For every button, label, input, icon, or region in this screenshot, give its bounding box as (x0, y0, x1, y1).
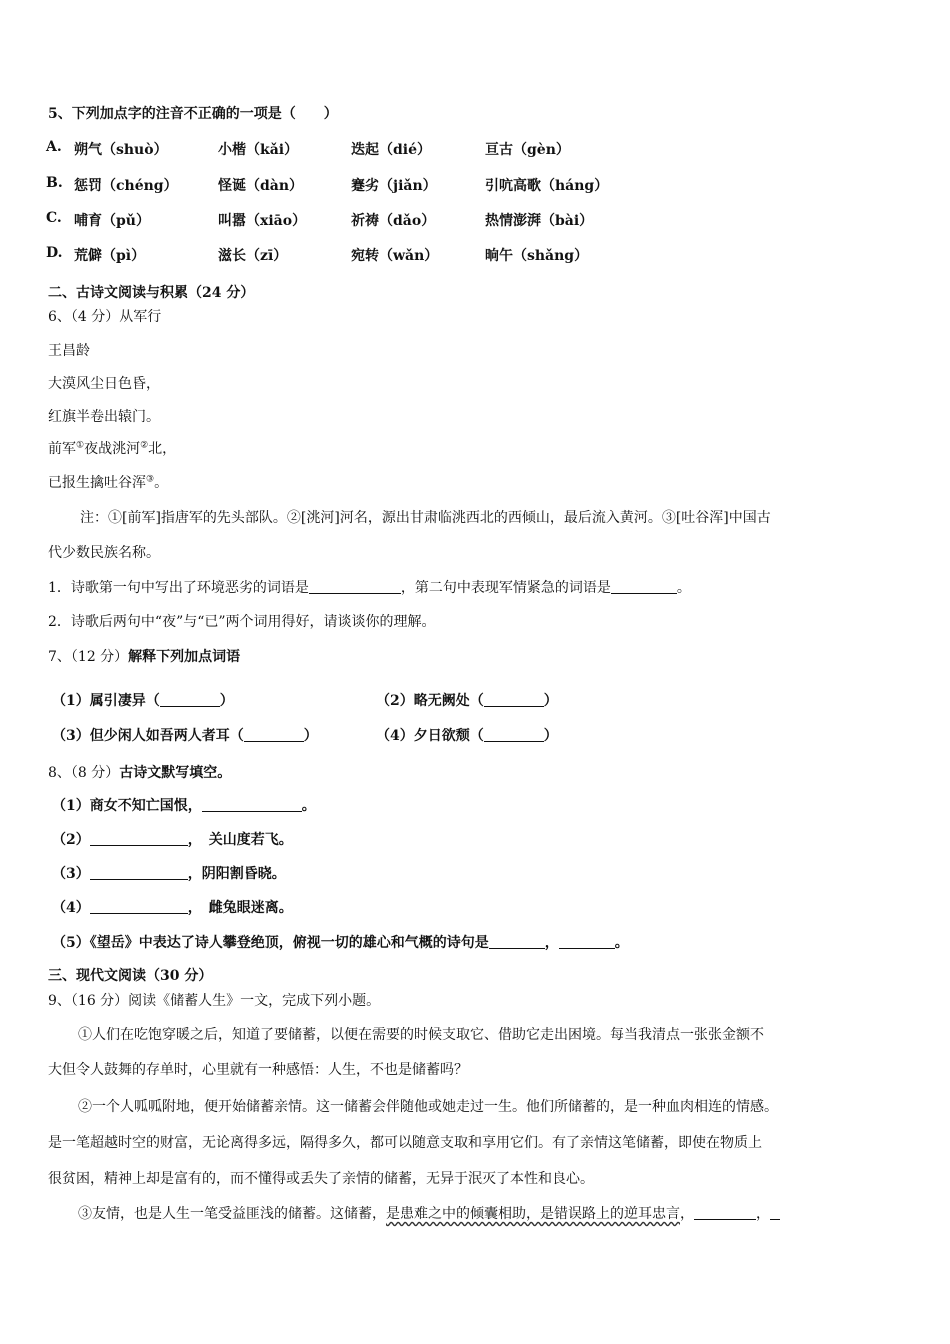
q5-option-a-item: 亘古（gèn） (485, 142, 570, 158)
answer-blank[interactable] (90, 899, 188, 914)
q5-option-a-item: 朔气（shuò） (74, 142, 168, 158)
q5-option-d-item: 荒僻（pì） (74, 248, 146, 264)
q5-option-d-item: 晌午（shǎng） (485, 248, 589, 264)
q5-option-b-item: 蹇劣（jiǎn） (351, 178, 437, 194)
answer-blank[interactable] (244, 727, 304, 742)
poem-line: 大漠风尘日色昏， (48, 376, 160, 392)
section-3-title: 三、现代文阅读（30 分） (48, 968, 213, 984)
q5-option-c-item: 叫嚣（xiāo） (218, 213, 307, 229)
q7-item: （2）略无阙处（ ） (376, 693, 558, 709)
section-2-title: 二、古诗文阅读与积累（24 分） (48, 285, 255, 301)
footnote-marker: ③ (146, 474, 155, 485)
q5-option-b-item: 引吭高歌（háng） (485, 178, 609, 194)
q8-line: （3） ，阴阳割昏晓。 (52, 866, 286, 882)
q5-option-b-letter: B. (46, 175, 63, 191)
answer-blank[interactable] (160, 692, 220, 707)
answer-blank[interactable] (770, 1205, 780, 1220)
q5-option-a-item: 迭起（dié） (351, 142, 432, 158)
q5-option-a-item: 小楷（kǎi） (218, 142, 299, 158)
wavy-underlined-text: 是患难之中的倾囊相助，是错误路上的逆耳忠言 (386, 1206, 680, 1222)
answer-blank[interactable] (694, 1205, 756, 1220)
answer-blank[interactable] (559, 934, 615, 949)
article-paragraph: 很贫困，精神上却是富有的，而不懂得或丢失了亲情的储蓄，无异于泯灭了本性和良心。 (48, 1171, 594, 1187)
poem-line: 红旗半卷出辕门。 (48, 409, 160, 425)
answer-blank[interactable] (484, 727, 544, 742)
answer-blank[interactable] (202, 797, 302, 812)
q5-option-d-letter: D. (46, 245, 63, 261)
answer-blank[interactable] (489, 934, 545, 949)
q5-option-c-item: 祈祷（dǎo） (351, 213, 436, 229)
q7-item: （4）夕日欲颓（ ） (376, 728, 558, 744)
article-paragraph: 大但令人鼓舞的存单时，心里就有一种感悟：人生，不也是储蓄吗？ (48, 1062, 468, 1078)
q5-option-c-item: 热情澎湃（bài） (485, 213, 594, 229)
footnote-marker: ① (76, 440, 85, 451)
q5-option-d-item: 宛转（wǎn） (351, 248, 439, 264)
q6-sub1: 1．诗歌第一句中写出了环境恶劣的词语是 ，第二句中表现军情紧急的词语是 。 (48, 580, 691, 596)
article-paragraph: ①人们在吃饱穿暖之后，知道了要储蓄，以便在需要的时候支取它、借助它走出困境。每当我清点一张张金额不 (78, 1027, 764, 1043)
q7-stem: 7、（12 分）解释下列加点词语 (48, 649, 241, 665)
q9-stem: 9、（16 分）阅读《储蓄人生》一文，完成下列小题。 (48, 993, 381, 1009)
q7-item: （3）但少闲人如吾两人者耳（ ） (52, 728, 318, 744)
q7-item: （1）属引凄异（ ） (52, 693, 234, 709)
answer-blank[interactable] (611, 579, 677, 594)
article-paragraph: 是一笔超越时空的财富，无论离得多远，隔得多久，都可以随意支取和享用它们。有了亲情这笔储蓄，即使在物质上 (48, 1135, 762, 1151)
q5-stem: 5、下列加点字的注音不正确的一项是（ ） (48, 106, 338, 122)
footnote-marker: ② (140, 440, 149, 451)
q8-line: （5）《望岳》中表达了诗人攀登绝顶，俯视一切的雄心和气概的诗句是 ， 。 (52, 935, 629, 951)
poem-line: 已报生擒吐谷浑③。 (48, 474, 169, 491)
q8-line: （4） ， 雌兔眼迷离。 (52, 900, 293, 916)
q6-sub2: 2．诗歌后两句中“夜”与“已”两个词用得好，请谈谈你的理解。 (48, 614, 436, 630)
q8-stem: 8、（8 分）古诗文默写填空。 (48, 765, 232, 781)
poem-author: 王昌龄 (48, 343, 90, 359)
article-paragraph: ②一个人呱呱附地，便开始储蓄亲情。这一储蓄会伴随他或她走过一生。他们所储蓄的，是一种血肉相连的情感。 (78, 1099, 778, 1115)
answer-blank[interactable] (484, 692, 544, 707)
q8-line: （2） ， 关山度若飞。 (52, 832, 293, 848)
q5-option-d-item: 滋长（zī） (218, 248, 288, 264)
q5-option-a-letter: A. (46, 139, 62, 155)
q6-stem: 6、（4 分）从军行 (48, 309, 162, 325)
q5-option-c-item: 哺育（pǔ） (74, 213, 150, 229)
q5-option-b-item: 怪诞（dàn） (218, 178, 304, 194)
q8-line: （1）商女不知亡国恨， 。 (52, 798, 316, 814)
answer-blank[interactable] (90, 831, 188, 846)
poem-note-continued: 代少数民族名称。 (48, 545, 160, 561)
poem-note: 注：①[前军]指唐军的先头部队。②[洮河]河名，源出甘肃临洮西北的西倾山，最后流入黄河。③[吐谷浑]中国古 (80, 510, 771, 526)
q5-option-c-letter: C. (46, 210, 62, 226)
article-paragraph: ③友情，也是人生一笔受益匪浅的储蓄。这储蓄，是患难之中的倾囊相助，是错误路上的逆耳忠言， ， (78, 1203, 780, 1223)
answer-blank[interactable] (309, 579, 401, 594)
q5-option-b-item: 惩罚（chéng） (74, 178, 178, 194)
poem-line: 前军①夜战洮河②北， (48, 440, 177, 457)
answer-blank[interactable] (90, 865, 188, 880)
